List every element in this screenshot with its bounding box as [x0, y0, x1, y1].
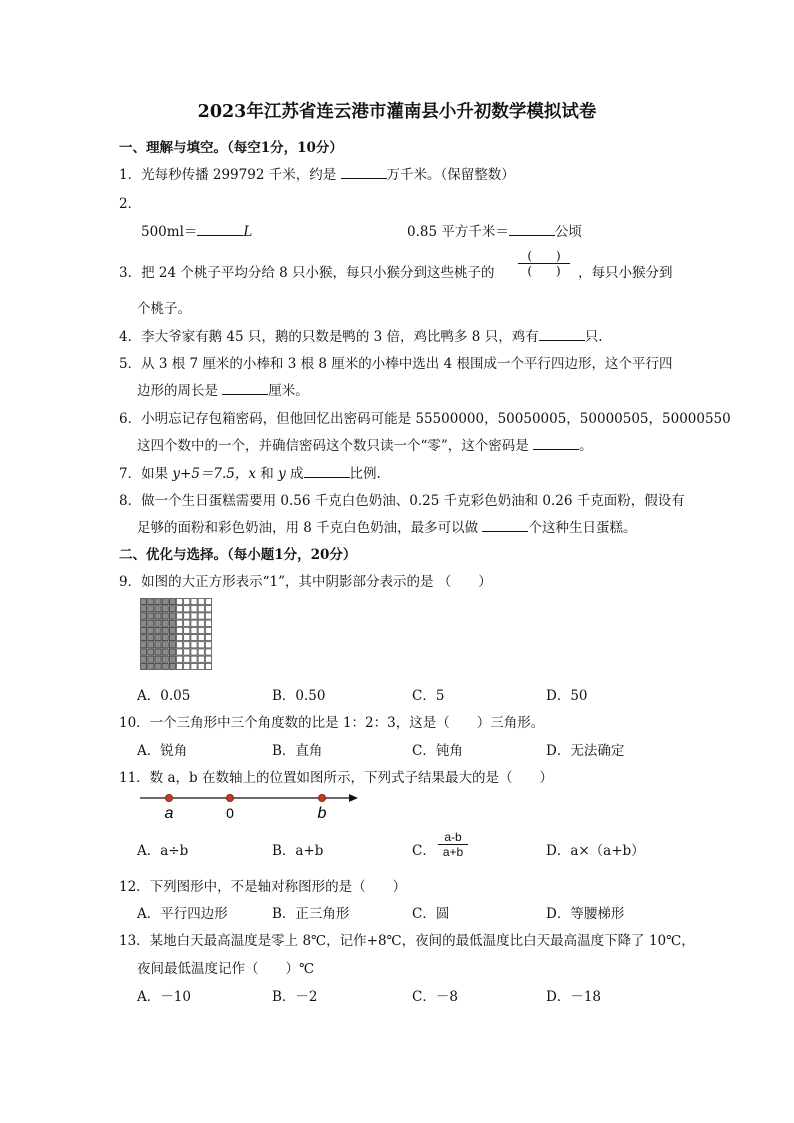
q2-left-blank[interactable]	[197, 221, 243, 236]
q7-x: x	[248, 466, 257, 482]
grid-cell	[205, 606, 211, 612]
grid-cell	[198, 642, 204, 648]
grid-cell-shaded	[155, 656, 161, 662]
grid-cell-shaded	[155, 649, 161, 655]
grid-cell	[205, 627, 211, 633]
q8-line2	[137, 516, 636, 536]
grid-cell	[198, 613, 204, 619]
grid-cell-shaded	[148, 620, 154, 626]
grid-cell	[177, 606, 183, 612]
q7-suffix: 比例.	[349, 466, 381, 482]
q7-mid: 成	[285, 466, 304, 482]
grid-cell-shaded	[148, 606, 154, 612]
grid-cell	[177, 627, 183, 633]
grid-cell	[198, 635, 204, 641]
grid-cell-shaded	[148, 642, 154, 648]
grid-cell-shaded	[141, 627, 147, 633]
grid-cell	[191, 627, 197, 633]
hundred-grid-figure	[140, 598, 212, 670]
grid-cell-shaded	[155, 599, 161, 605]
grid-cell	[184, 656, 190, 662]
grid-cell	[198, 620, 204, 626]
grid-cell	[205, 620, 211, 626]
grid-cell-shaded	[169, 606, 175, 612]
q2-left-text: 500ml＝	[141, 224, 198, 240]
grid-cell	[191, 613, 197, 619]
grid-cell	[177, 663, 183, 669]
grid-cell-shaded	[141, 656, 147, 662]
grid-cell-shaded	[148, 663, 154, 669]
q13-line2: 夜间最低温度记作（ ）℃	[137, 961, 315, 977]
q3-frac-bottom: ( )	[527, 264, 561, 278]
grid-cell	[205, 656, 211, 662]
q8-line2-suffix: 个这种生日蛋糕。	[528, 520, 637, 536]
grid-cell	[177, 649, 183, 655]
q3-frac-top: ( )	[527, 249, 561, 263]
grid-cell-shaded	[155, 635, 161, 641]
grid-cell	[184, 627, 190, 633]
q6-line2-suffix: 。	[579, 438, 593, 454]
grid-cell	[177, 620, 183, 626]
q7-expr: y+5＝7.5，	[172, 466, 249, 482]
q9-stem: 9．如图的大正方形表示“1”，其中阴影部分表示的是 （ ）	[119, 574, 492, 590]
question-1	[119, 163, 515, 183]
grid-cell	[205, 663, 211, 669]
grid-cell-shaded	[162, 663, 168, 669]
grid-cell	[184, 635, 190, 641]
q9-option-d[interactable]: D．50	[546, 688, 588, 704]
grid-cell	[191, 649, 197, 655]
grid-cell	[205, 649, 211, 655]
grid-cell-shaded	[169, 656, 175, 662]
grid-cell	[184, 599, 190, 605]
grid-cell-shaded	[141, 663, 147, 669]
grid-cell-shaded	[169, 627, 175, 633]
point-a	[165, 794, 172, 801]
grid-cell-shaded	[141, 620, 147, 626]
q7-y: y	[278, 466, 286, 482]
grid-cell-shaded	[162, 620, 168, 626]
grid-cell-shaded	[155, 620, 161, 626]
q4-blank[interactable]	[539, 326, 585, 341]
q11-stem: 11．数 a，b 在数轴上的位置如图所示，下列式子结果最大的是（ ）	[119, 770, 553, 786]
q11-option-d[interactable]: D．a×（a+b）	[546, 843, 645, 859]
q10-option-d[interactable]: D．无法确定	[546, 743, 625, 759]
grid-cell-shaded	[169, 620, 175, 626]
grid-cell	[198, 656, 204, 662]
q5-line2-suffix: 厘米。	[268, 383, 309, 399]
grid-cell-shaded	[148, 613, 154, 619]
q2-number: 2．	[119, 196, 142, 212]
grid-cell-shaded	[162, 642, 168, 648]
q13-option-d[interactable]: D．－18	[546, 989, 602, 1005]
grid-cell-shaded	[141, 649, 147, 655]
q1-blank[interactable]	[341, 164, 387, 179]
q8-line1: 8．做一个生日蛋糕需要用 0.56 千克白色奶油、0.25 千克彩色奶油和 0.26 千克面粉，假设有	[119, 493, 685, 509]
grid-cell	[184, 649, 190, 655]
q2-left-unit: L	[243, 224, 253, 240]
arrow-head-icon	[349, 794, 358, 802]
q2-right	[407, 220, 582, 240]
grid-cell	[205, 613, 211, 619]
grid-cell	[205, 642, 211, 648]
point-zero	[226, 794, 233, 801]
q9-option-a[interactable]: A．0.05	[137, 688, 191, 704]
grid-cell	[177, 642, 183, 648]
grid-cell-shaded	[141, 613, 147, 619]
q3-line1-end: ，每只小猴分到	[578, 265, 673, 281]
number-line-figure	[138, 790, 360, 822]
q5-line2	[137, 379, 309, 399]
grid-cell	[191, 620, 197, 626]
grid-cell	[198, 606, 204, 612]
q12-option-c[interactable]: C．圆	[412, 906, 450, 922]
question-7	[119, 462, 381, 482]
q2-left	[141, 220, 252, 240]
grid-cell	[198, 663, 204, 669]
grid-cell	[184, 620, 190, 626]
label-a: a	[164, 805, 174, 822]
grid-cell	[177, 656, 183, 662]
q1-suffix: 万千米。（保留整数）	[386, 167, 515, 183]
grid-cell	[191, 642, 197, 648]
grid-cell-shaded	[162, 606, 168, 612]
grid-cell-shaded	[162, 627, 168, 633]
q4-prefix: 4．李大爷家有鹅 45 只，鹅的只数是鸭的 3 倍，鸡比鸭多 8 只，鸡有	[119, 329, 539, 345]
grid-cell	[184, 606, 190, 612]
q6-line2-prefix: 这四个数中的一个，并确信密码这个数只读一个“零”，这个密码是	[137, 438, 534, 454]
grid-cell	[177, 635, 183, 641]
q10-stem: 10．一个三角形中三个角度数的比是 1：2：3，这是（ ）三角形。	[119, 715, 545, 731]
q11-frac-bottom: a+b	[442, 845, 464, 859]
label-zero: 0	[226, 805, 234, 821]
grid-cell-shaded	[155, 613, 161, 619]
q12-option-b[interactable]: B．正三角形	[272, 906, 350, 922]
q10-option-b[interactable]: B．直角	[272, 743, 323, 759]
grid-cell	[198, 649, 204, 655]
q7-blank[interactable]	[304, 463, 350, 478]
q3-fraction[interactable]	[518, 249, 570, 278]
q13-option-c[interactable]: C．－8	[412, 989, 458, 1005]
grid-cell	[177, 599, 183, 605]
grid-cell-shaded	[148, 656, 154, 662]
grid-cell-shaded	[169, 635, 175, 641]
page-title: 2023年江苏省连云港市灌南县小升初数学模拟试卷	[197, 102, 597, 122]
q9-option-c[interactable]: C．5	[412, 688, 445, 704]
grid-cell	[205, 635, 211, 641]
q12-option-d[interactable]: D．等腰梯形	[546, 906, 625, 922]
q13-option-a[interactable]: A．－10	[137, 989, 191, 1005]
grid-cell-shaded	[148, 635, 154, 641]
grid-cell	[198, 599, 204, 605]
grid-cell-shaded	[148, 599, 154, 605]
grid-cell-shaded	[162, 656, 168, 662]
grid-cell	[184, 642, 190, 648]
grid-cell-shaded	[141, 642, 147, 648]
grid-cell	[191, 635, 197, 641]
q2-right-text: 0.85 平方千米＝	[407, 224, 509, 240]
grid-cell-shaded	[141, 606, 147, 612]
q5-line2-prefix: 边形的周长是	[137, 383, 223, 399]
grid-cell-shaded	[162, 635, 168, 641]
grid-cell-shaded	[169, 663, 175, 669]
grid-cell-shaded	[162, 599, 168, 605]
grid-cell	[191, 663, 197, 669]
grid-cell-shaded	[169, 642, 175, 648]
q7-and: 和	[256, 466, 279, 482]
q6-line1: 6．小明忘记存包箱密码，但他回忆出密码可能是 55500000，50050005，50000505，50000550	[119, 411, 731, 427]
q3-line1: 3．把 24 个桃子平均分给 8 只小猴，每只小猴分到这些桃子的	[119, 265, 495, 281]
q13-option-b[interactable]: B．－2	[272, 989, 318, 1005]
q10-option-c[interactable]: C．钝角	[412, 743, 463, 759]
q8-line2-prefix: 足够的面粉和彩色奶油，用 8 千克白色奶油，最多可以做	[137, 520, 483, 536]
grid-cell-shaded	[162, 649, 168, 655]
grid-cell	[184, 613, 190, 619]
grid-cell-shaded	[155, 606, 161, 612]
q1-prefix: 1．光每秒传播 299792 千米，约是	[119, 167, 341, 183]
grid-cell	[198, 627, 204, 633]
section-2-heading: 二、优化与选择。（每小题1分，20分）	[119, 547, 357, 563]
label-b: b	[317, 805, 327, 822]
q9-option-b[interactable]: B．0.50	[272, 688, 326, 704]
grid-cell-shaded	[169, 649, 175, 655]
q11-option-c-fraction	[438, 830, 468, 859]
q11-option-c[interactable]: C．	[412, 843, 436, 859]
grid-cell-shaded	[155, 642, 161, 648]
section-1-heading: 一、理解与填空。（每空1分，10分）	[119, 140, 343, 156]
grid-cell-shaded	[148, 627, 154, 633]
grid-cell	[191, 606, 197, 612]
grid-cell	[177, 613, 183, 619]
q5-line1: 5．从 3 根 7 厘米的小棒和 3 根 8 厘米的小棒中选出 4 根围成一个平行四边形，这个平行四	[119, 356, 673, 372]
grid-cell-shaded	[169, 599, 175, 605]
grid-cell-shaded	[148, 649, 154, 655]
grid-cell-shaded	[162, 613, 168, 619]
q2-right-unit: 公顷	[554, 224, 582, 240]
q10-option-a[interactable]: A．锐角	[137, 743, 188, 759]
grid-cell	[191, 599, 197, 605]
q5-blank[interactable]	[222, 380, 268, 395]
q6-blank[interactable]	[533, 435, 579, 450]
q12-stem: 12．下列图形中，不是轴对称图形的是（ ）	[119, 879, 407, 895]
q3-line2: 个桃子。	[137, 301, 191, 317]
grid-cell	[205, 599, 211, 605]
grid-cell-shaded	[169, 613, 175, 619]
q13-line1: 13．某地白天最高温度是零上 8℃，记作+8℃，夜间的最低温度比白天最高温度下降了 10℃，	[119, 933, 695, 949]
grid-cell-shaded	[141, 635, 147, 641]
q6-line2	[137, 434, 593, 454]
question-4	[119, 325, 603, 345]
grid-cell	[191, 656, 197, 662]
grid-cell-shaded	[155, 663, 161, 669]
q4-suffix: 只.	[584, 329, 603, 345]
q8-blank[interactable]	[482, 517, 528, 532]
q2-right-blank[interactable]	[509, 221, 555, 236]
q11-option-b[interactable]: B．a+b	[272, 843, 324, 859]
grid-cell-shaded	[155, 627, 161, 633]
q11-option-a[interactable]: A．a÷b	[137, 843, 189, 859]
q11-frac-top: a-b	[444, 830, 462, 844]
grid-cell-shaded	[141, 599, 147, 605]
point-b	[318, 794, 325, 801]
q7-prefix: 7．如果	[119, 466, 173, 482]
q12-option-a[interactable]: A．平行四边形	[137, 906, 228, 922]
grid-cell	[184, 663, 190, 669]
